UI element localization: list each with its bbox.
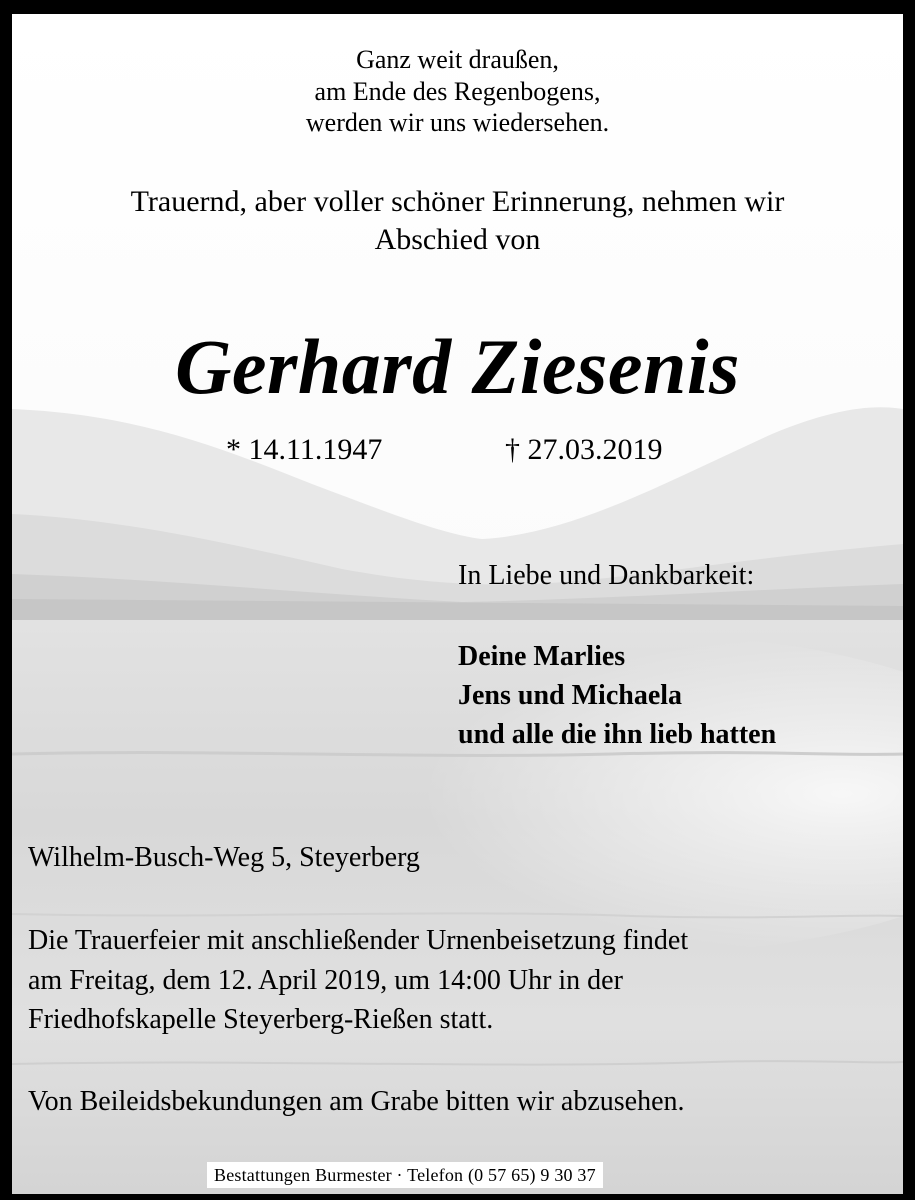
birth-date: * 14.11.1947 (226, 433, 383, 466)
memorial-verse (12, 44, 903, 139)
verse-line: werden wir uns wiedersehen. (305, 108, 610, 137)
funeral-home-footer: Bestattungen Burmester · Telefon (0 57 65) 9 30 37 (207, 1162, 603, 1188)
mourner-line: und alle die ihn lieb hatten (458, 719, 777, 750)
intro-line: Abschied von (374, 223, 541, 256)
funeral-service-info (28, 921, 688, 1040)
thanks-heading: In Liebe und Dankbarkeit: (458, 560, 755, 591)
service-line: Friedhofskapelle Steyerberg-Rießen statt. (28, 1004, 494, 1035)
death-date: † 27.03.2019 (505, 433, 663, 466)
service-line: am Freitag, dem 12. April 2019, um 14:00 Uhr in der (28, 964, 623, 996)
family-address: Wilhelm-Busch-Weg 5, Steyerberg (28, 842, 420, 873)
verse-line: Ganz weit draußen, (356, 45, 559, 74)
mourner-line: Deine Marlies (458, 641, 626, 672)
condolence-note: Von Beileidsbekundungen am Grabe bitten wir abzusehen. (28, 1086, 685, 1117)
verse-line: am Ende des Regenbogens, (314, 76, 601, 106)
intro-line: Trauernd, aber voller schöner Erinnerung, nehmen wir (130, 185, 785, 218)
mourners-list (458, 637, 776, 754)
farewell-intro (12, 183, 903, 259)
deceased-name: Gerhard Ziesenis (175, 323, 740, 410)
service-line: Die Trauerfeier mit anschließender Urnenbeisetzung findet (28, 925, 689, 956)
mourner-line: Jens und Michaela (458, 680, 683, 711)
